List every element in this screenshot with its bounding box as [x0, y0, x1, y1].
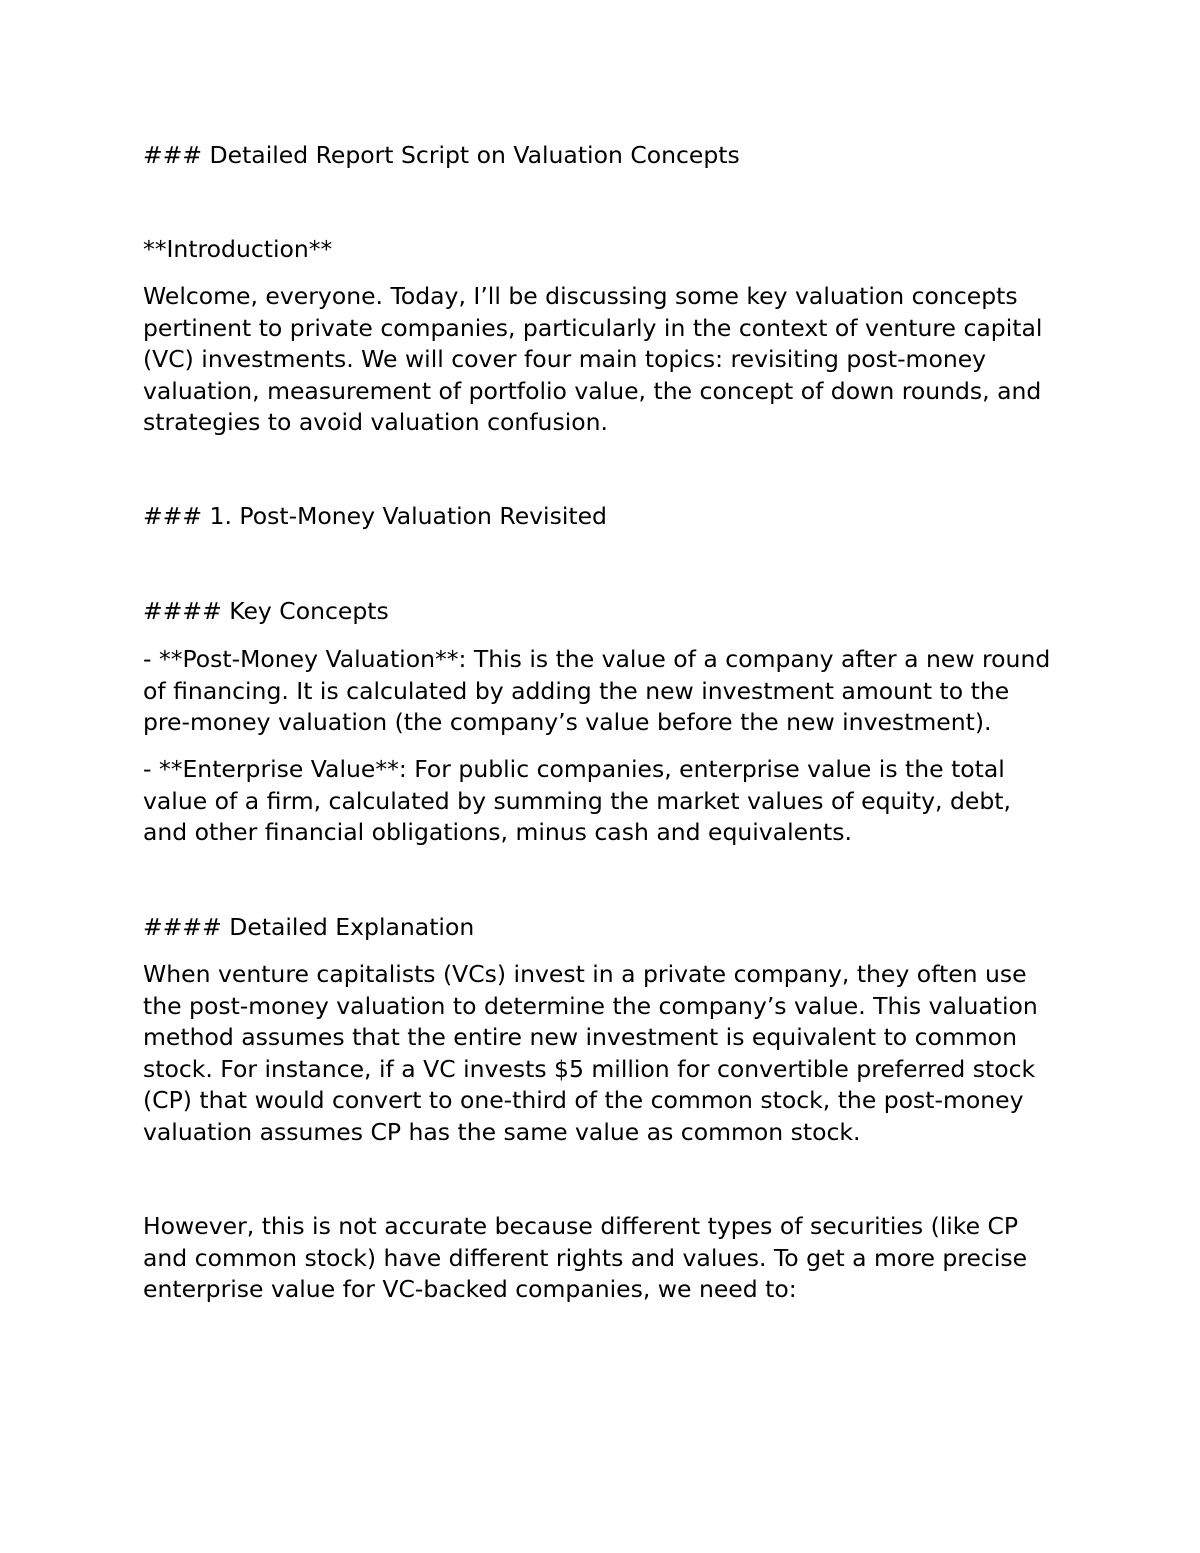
document-title — [143, 140, 1073, 172]
bullet-line: pre-money valuation (the company’s value before the new investment). — [143, 708, 992, 736]
post-money-bullet — [143, 644, 1073, 739]
bullet-line: of financing. It is calculated by adding the new investment amount to the — [143, 676, 1010, 705]
bullet-line: value of a firm, calculated by summing the market values of equity, debt, — [143, 786, 1011, 815]
paragraph-line: (VC) investments. We will cover four main topics: revisiting post-money — [143, 345, 987, 373]
introduction-paragraph — [143, 281, 1073, 439]
bullet-line: - **Post-Money Valuation**: This is the value of a company after a new round — [143, 645, 1051, 673]
subsection-heading-text: #### Key Concepts — [143, 597, 389, 625]
paragraph-line: the post-money valuation to determine the company’s value. This valuation — [143, 991, 1038, 1020]
paragraph-line: When venture capitalists (VCs) invest in a private company, they often use — [143, 960, 1027, 988]
however-paragraph — [143, 1211, 1073, 1306]
paragraph-line: valuation assumes CP has the same value as common stock. — [143, 1117, 861, 1146]
paragraph-line: method assumes that the entire new investment is equivalent to common — [143, 1023, 1018, 1051]
paragraph-line: and common stock) have different rights and values. To get a more precise — [143, 1243, 1028, 1272]
detailed-explanation-heading — [143, 912, 1073, 944]
paragraph-line: Welcome, everyone. Today, I’ll be discussing some key valuation concepts — [143, 282, 1018, 310]
section-heading-text: ### 1. Post-Money Valuation Revisited — [143, 502, 607, 530]
bullet-line: - **Enterprise Value**: For public companies, enterprise value is the total — [143, 755, 1005, 783]
paragraph-line: (CP) that would convert to one-third of the common stock, the post-money — [143, 1086, 1024, 1114]
paragraph-line: stock. For instance, if a VC invests $5 million for convertible preferred stock — [143, 1054, 1036, 1083]
paragraph-line: valuation, measurement of portfolio value, the concept of down rounds, and — [143, 376, 1042, 405]
enterprise-value-bullet — [143, 754, 1073, 849]
section-1-heading — [143, 501, 1073, 533]
bullet-line: and other financial obligations, minus cash and equivalents. — [143, 818, 852, 846]
subsection-heading-text: #### Detailed Explanation — [143, 913, 475, 941]
introduction-heading — [143, 234, 1073, 266]
paragraph-line: However, this is not accurate because different types of securities (like CP — [143, 1212, 1019, 1240]
key-concepts-heading — [143, 596, 1073, 628]
paragraph-line: strategies to avoid valuation confusion. — [143, 408, 608, 436]
explanation-paragraph — [143, 959, 1073, 1148]
introduction-heading-text: **Introduction** — [143, 235, 333, 263]
paragraph-line: enterprise value for VC-backed companies, we need to: — [143, 1275, 797, 1303]
paragraph-line: pertinent to private companies, particularly in the context of venture capital — [143, 313, 1043, 342]
title-text: ### Detailed Report Script on Valuation Concepts — [143, 141, 740, 169]
